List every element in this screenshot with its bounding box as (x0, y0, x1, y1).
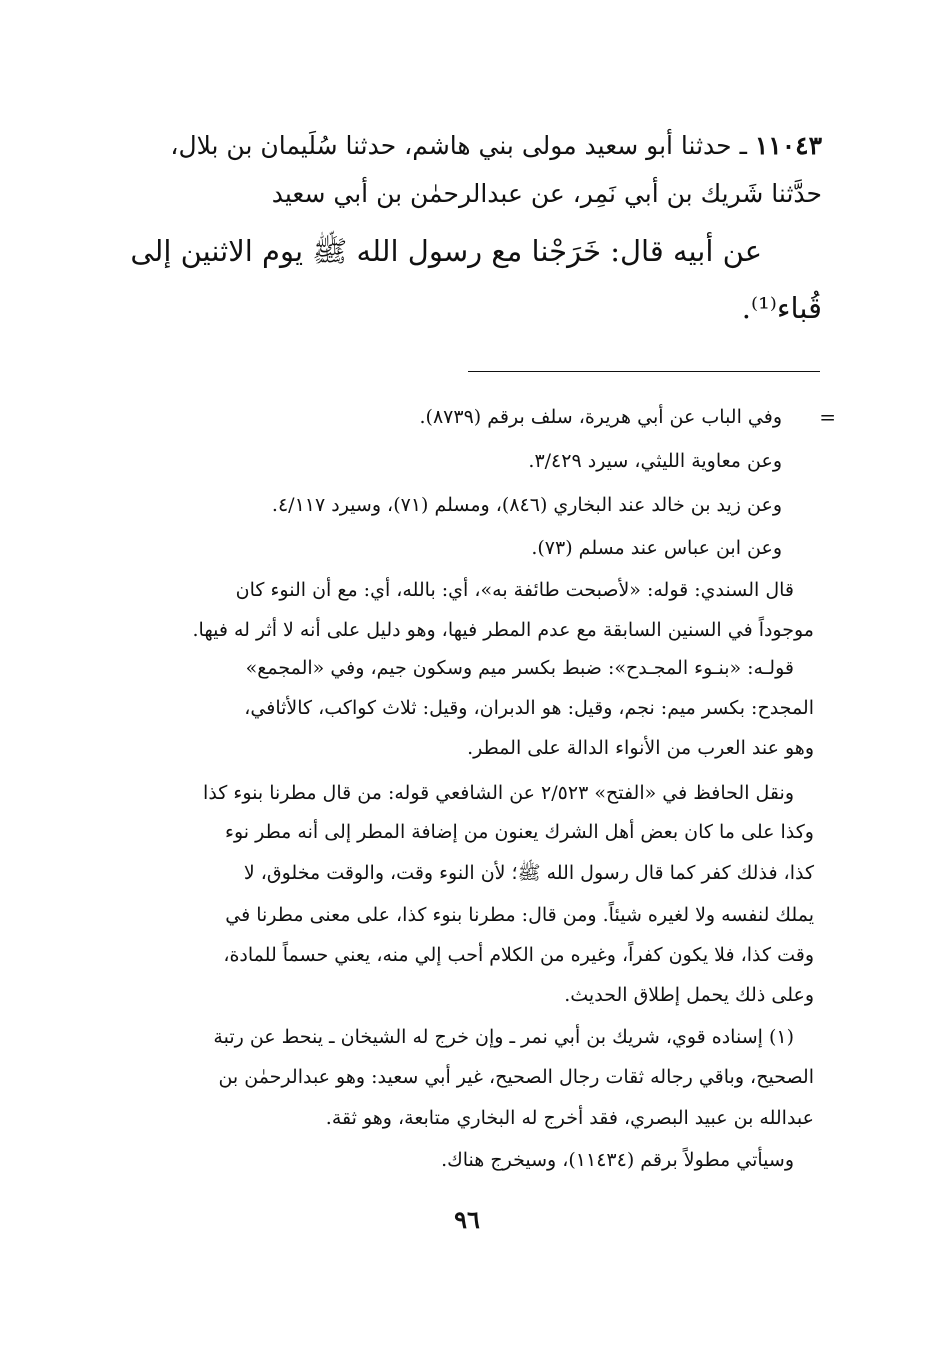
footnote-line: وعن ابن عباس عند مسلم (٧٣). (531, 537, 782, 559)
footnote-line: موجوداً في السنين السابقة مع عدم المطر فيها، وهو دليل على أنه لا أثر له فيها. (192, 619, 814, 641)
footnote-line: الصحيح، وباقي رجاله ثقات رجال الصحيح، غير أبي سعيد: وهو عبدالرحمٰن بن (218, 1066, 814, 1088)
hadith-line-3: عن أبيه قال: خَرَجْنا مع رسول الله ﷺ يوم الاثنين إلى (130, 234, 762, 268)
footnote-line: وعلى ذلك يحمل إطلاق الحديث. (564, 984, 814, 1006)
footnote-line: قولـه: «بنـوء المجـدح»: ضبط بكسر ميم وسكون جيم، وفي «المجمع» (245, 657, 794, 679)
hadith-line-2: حدَّثنا شَريك بن أبي نَمِر، عن عبدالرحمٰن بن أبي سعيد (271, 179, 822, 208)
hadith-line-1 (110, 126, 822, 166)
footnote-line: وفي الباب عن أبي هريرة، سلف برقم (٨٧٣٩). (419, 406, 782, 428)
page-number: ٩٦ (454, 1205, 480, 1234)
footnote-line: ونقل الحافظ في «الفتح» ٢/٥٢٣ عن الشافعي قوله: من قال مطرنا بنوء كذا (203, 782, 794, 804)
footnote-line: (١) إسناده قوي، شريك بن أبي نمر ـ وإن خرج له الشيخان ـ ينحط عن رتبة (213, 1026, 794, 1048)
footnote-line: المجدح: بكسر ميم: نجم، وقيل: هو الدبران، وقيل: ثلاث كواكب، كالأثافي، (244, 697, 814, 719)
hadith-text-1: ـ حدثنا أبو سعيد مولى بني هاشم، حدثنا سُلَيمان بن بلال، (170, 131, 747, 160)
footnote-line: وكذا على ما كان بعض أهل الشرك يعنون من إضافة المطر إلى أنه مطر نوء (225, 821, 814, 843)
footnote-separator (468, 371, 820, 372)
footnote-line: كذا، فذلك كفر كما قال رسول الله ﷺ؛ لأن النوء وقت، والوقت مخلوق، لا (243, 862, 814, 884)
footnote-line: قال السندي: قوله: «لأصبحت طائفة به»، أي: بالله، أي: مع أن النوء كان (235, 579, 794, 601)
footnote-line: يملك لنفسه ولا لغيره شيئاً. ومن قال: مطرنا بنوء كذا، على معنى مطرنا في (225, 904, 814, 926)
hadith-line-4: قُباء⁽¹⁾. (741, 291, 822, 325)
hadith-number: ١١٠٤٣ (754, 131, 822, 160)
footnote-line: وعن معاوية الليثي، سيرد ٣/٤٢٩. (528, 450, 782, 472)
footnote-line: وسيأتي مطولاً برقم (١١٤٣٤)، وسيخرج هناك. (441, 1149, 794, 1171)
footnote-line: عبدالله بن عبيد البصري، فقد أخرج له البخاري متابعة، وهو ثقة. (325, 1107, 814, 1129)
footnote-line: وقت كذا، فلا يكون كفراً، وغيره من الكلام أحب إلي منه، يعني حسماً للمادة، (223, 944, 814, 966)
continuation-mark: = (819, 405, 836, 429)
footnote-line: وهو عند العرب من الأنواء الدالة على المطر. (467, 737, 814, 759)
footnote-line: وعن زيد بن خالد عند البخاري (٨٤٦)، ومسلم (٧١)، وسيرد ٤/١١٧. (271, 494, 782, 516)
